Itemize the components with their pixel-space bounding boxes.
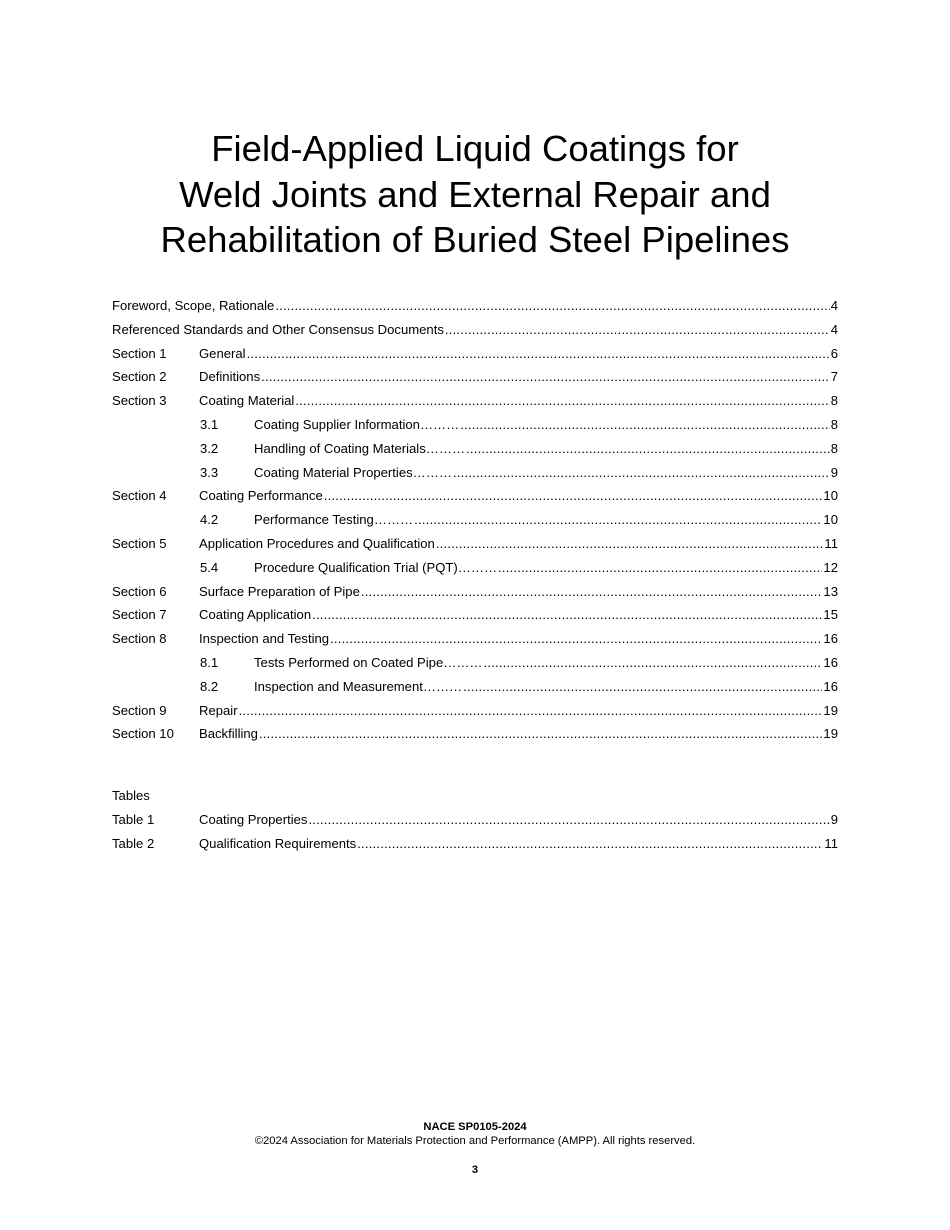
toc-subsection-number: 5.4 [200, 559, 219, 575]
toc-entry-text: Surface Preparation of Pipe [199, 583, 360, 599]
toc-leader-dots [261, 367, 830, 387]
toc-page-number: 10 [823, 512, 838, 528]
toc-entry-section-3[interactable] [112, 391, 838, 415]
toc-subsection-number: 3.3 [200, 464, 219, 480]
toc-leader-dots [312, 605, 822, 625]
toc-section-label: Section 8 [112, 631, 167, 647]
toc-page-number: 9 [830, 812, 838, 827]
toc-leader-dots [445, 320, 830, 340]
toc-entry-text: Inspection and Testing [199, 631, 330, 647]
toc-entry-4-2[interactable] [112, 510, 838, 534]
toc-entry-text: General [199, 345, 246, 361]
toc-page-number: 8 [830, 416, 838, 432]
toc-page-number: 4 [830, 298, 838, 313]
toc-entry-text: Procedure Qualification Trial (PQT)……… [254, 559, 498, 575]
toc-entry-3-1[interactable] [112, 415, 838, 439]
toc-entry-table-1[interactable] [112, 810, 838, 834]
toc-entry-section-9[interactable] [112, 701, 838, 725]
toc-leader-dots [466, 439, 830, 459]
toc-page-number: 10 [823, 488, 838, 504]
toc-section-label: Section 10 [112, 726, 174, 742]
toc-subsection-number: 3.2 [200, 440, 219, 456]
toc-leader-dots [463, 677, 822, 697]
toc-entry-text: Handling of Coating Materials……… [254, 440, 466, 456]
toc-leader-dots [436, 534, 824, 554]
toc-table-label: Table 2 [112, 835, 155, 851]
toc-leader-dots [460, 415, 829, 435]
toc-table-label: Table 1 [112, 812, 155, 827]
toc-page-number: 12 [823, 559, 838, 575]
page-title [0, 126, 950, 263]
toc-subsection-number: 4.2 [200, 512, 219, 528]
toc-leader-dots [324, 486, 823, 506]
title-line-3: Rehabilitation of Buried Steel Pipelines [160, 219, 790, 260]
toc-page-number: 16 [823, 678, 838, 694]
toc-leader-dots [295, 391, 829, 411]
toc-leader-dots [259, 724, 822, 744]
toc-entry-section-2[interactable] [112, 367, 838, 391]
toc-entry-text: Inspection and Measurement……… [254, 678, 463, 694]
toc-entry-8-1[interactable] [112, 653, 838, 677]
tables-heading [112, 786, 838, 810]
toc-leader-dots [357, 834, 823, 854]
toc-section-label: Section 6 [112, 583, 167, 599]
toc-section-label: Section 9 [112, 702, 167, 718]
toc-page-number: 11 [824, 835, 838, 851]
tables-list [112, 786, 838, 858]
toc-entry-section-6[interactable] [112, 582, 838, 606]
toc-page-number: 8 [830, 393, 838, 409]
toc-entry-5-4[interactable] [112, 558, 838, 582]
toc-entry-section-10[interactable] [112, 724, 838, 748]
toc-entry-section-7[interactable] [112, 605, 838, 629]
footer-page-number: 3 [471, 1164, 479, 1176]
toc-section-label: Section 7 [112, 607, 167, 623]
toc-section-label: Section 5 [112, 535, 167, 551]
toc-leader-dots [453, 463, 830, 483]
toc-leader-dots [330, 629, 822, 649]
toc-section-label: Section 3 [112, 393, 167, 409]
toc-subsection-number: 8.2 [200, 678, 219, 694]
toc-entry-text: Coating Material [199, 393, 295, 409]
toc-page-number: 4 [830, 321, 838, 337]
toc-leader-dots [275, 296, 829, 316]
toc-entry-text: Coating Supplier Information……… [254, 416, 460, 432]
toc-entry-text: Tests Performed on Coated Pipe……… [254, 654, 483, 670]
toc-page-number: 13 [823, 583, 838, 599]
toc-entry-foreword[interactable] [112, 296, 838, 320]
toc-page-number: 8 [830, 440, 838, 456]
toc-leader-dots [484, 653, 823, 673]
toc-entry-text: Coating Properties [199, 812, 308, 827]
toc-page-number: 11 [824, 535, 838, 551]
toc-entry-8-2[interactable] [112, 677, 838, 701]
table-of-contents [112, 296, 838, 748]
toc-entry-text: Performance Testing……… [254, 512, 414, 528]
toc-page-number: 15 [823, 607, 838, 623]
toc-page-number: 19 [823, 726, 838, 742]
toc-entry-text: Backfilling [199, 726, 258, 742]
toc-entry-text: Foreword, Scope, Rationale [112, 298, 275, 313]
toc-leader-dots [414, 510, 822, 530]
footer-doc-id: NACE SP0105-2024 [423, 1121, 527, 1133]
toc-section-label: Section 1 [112, 345, 167, 361]
toc-page-number: 16 [823, 631, 838, 647]
toc-entry-text: Application Procedures and Qualification [199, 535, 435, 551]
toc-section-label: Section 4 [112, 488, 167, 504]
toc-entry-section-4[interactable] [112, 486, 838, 510]
toc-leader-dots [239, 701, 823, 721]
toc-entry-section-8[interactable] [112, 629, 838, 653]
title-line-1: Field-Applied Liquid Coatings for [211, 128, 739, 169]
toc-entry-text: Repair [199, 702, 238, 718]
toc-entry-3-3[interactable] [112, 463, 838, 487]
toc-leader-dots [361, 582, 823, 602]
toc-page-number: 7 [830, 369, 838, 385]
toc-entry-text: Coating Material Properties……… [254, 464, 452, 480]
footer-copyright: ©2024 Association for Materials Protection and Performance (AMPP). All rights reserved. [254, 1135, 696, 1147]
toc-entry-text: Definitions [199, 369, 261, 385]
tables-heading-text: Tables [112, 788, 150, 803]
toc-entry-section-1[interactable] [112, 344, 838, 368]
toc-page-number: 9 [830, 464, 838, 480]
toc-leader-dots [498, 558, 822, 578]
toc-entry-referenced-standards[interactable] [112, 320, 838, 344]
toc-leader-dots [308, 810, 829, 830]
toc-page-number: 16 [823, 654, 838, 670]
toc-entry-text: Coating Performance [199, 488, 323, 504]
toc-subsection-number: 8.1 [200, 654, 219, 670]
toc-page-number: 19 [823, 702, 838, 718]
toc-page-number: 6 [830, 345, 838, 361]
toc-subsection-number: 3.1 [200, 416, 219, 432]
toc-entry-3-2[interactable] [112, 439, 838, 463]
toc-entry-section-5[interactable] [112, 534, 838, 558]
toc-leader-dots [247, 344, 830, 364]
toc-entry-text: Coating Application [199, 607, 312, 623]
title-line-2: Weld Joints and External Repair and [179, 173, 771, 215]
toc-entry-text: Qualification Requirements [199, 835, 357, 851]
toc-entry-table-2[interactable] [112, 834, 838, 858]
toc-section-label: Section 2 [112, 369, 167, 385]
toc-entry-text: Referenced Standards and Other Consensus Documents [112, 321, 444, 337]
